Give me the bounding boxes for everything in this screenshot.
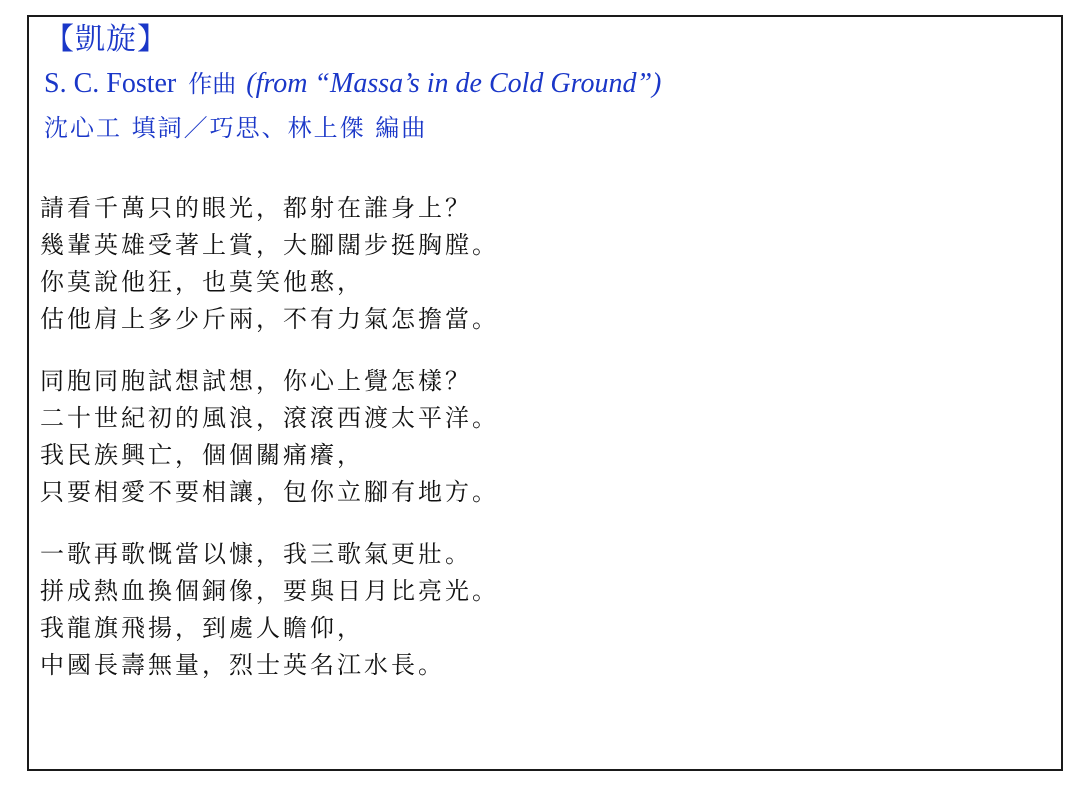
composer-role: 作曲 [188,70,237,98]
lyric-line: 我龍旗飛揚，到處人瞻仰， [40,614,364,642]
composer-line [44,62,661,106]
lyric-line: 中國長壽無量，烈士英名江水長。 [40,651,445,679]
stanza-1 [40,190,499,338]
lyric-line: 估他肩上多少斤兩，不有力氣怎擔當。 [40,305,499,333]
lyric-line: 我民族興亡，個個關痛癢， [40,441,364,469]
composer-name: S. C. Foster [44,68,177,99]
lyric-line: 一歌再歌慨當以慷，我三歌氣更壯。 [40,540,472,568]
stanza-3 [40,536,499,684]
lyricist-arranger-line: 沈心工 填詞／巧思、林上傑 編曲 [44,114,428,142]
lyric-line: 請看千萬只的眼光，都射在誰身上？ [40,194,472,222]
lyrics-body [40,190,499,709]
lyric-line: 同胞同胞試想試想，你心上覺怎樣？ [40,367,472,395]
song-title: 【凱旋】 [44,22,168,57]
lyric-line: 幾輩英雄受著上賞，大腳闊步挺胸膛。 [40,231,499,259]
lyric-line: 二十世紀初的風浪，滾滾西渡太平洋。 [40,404,499,432]
lyric-line: 你莫說他狂，也莫笑他憨， [40,268,364,296]
lyric-line: 只要相愛不要相讓，包你立腳有地方。 [40,478,499,506]
stanza-2 [40,363,499,511]
song-header [44,18,661,150]
composer-source: (from “Massa’s in de Cold Ground”) [246,68,662,99]
lyric-line: 拼成熱血換個銅像，要與日月比亮光。 [40,577,499,605]
